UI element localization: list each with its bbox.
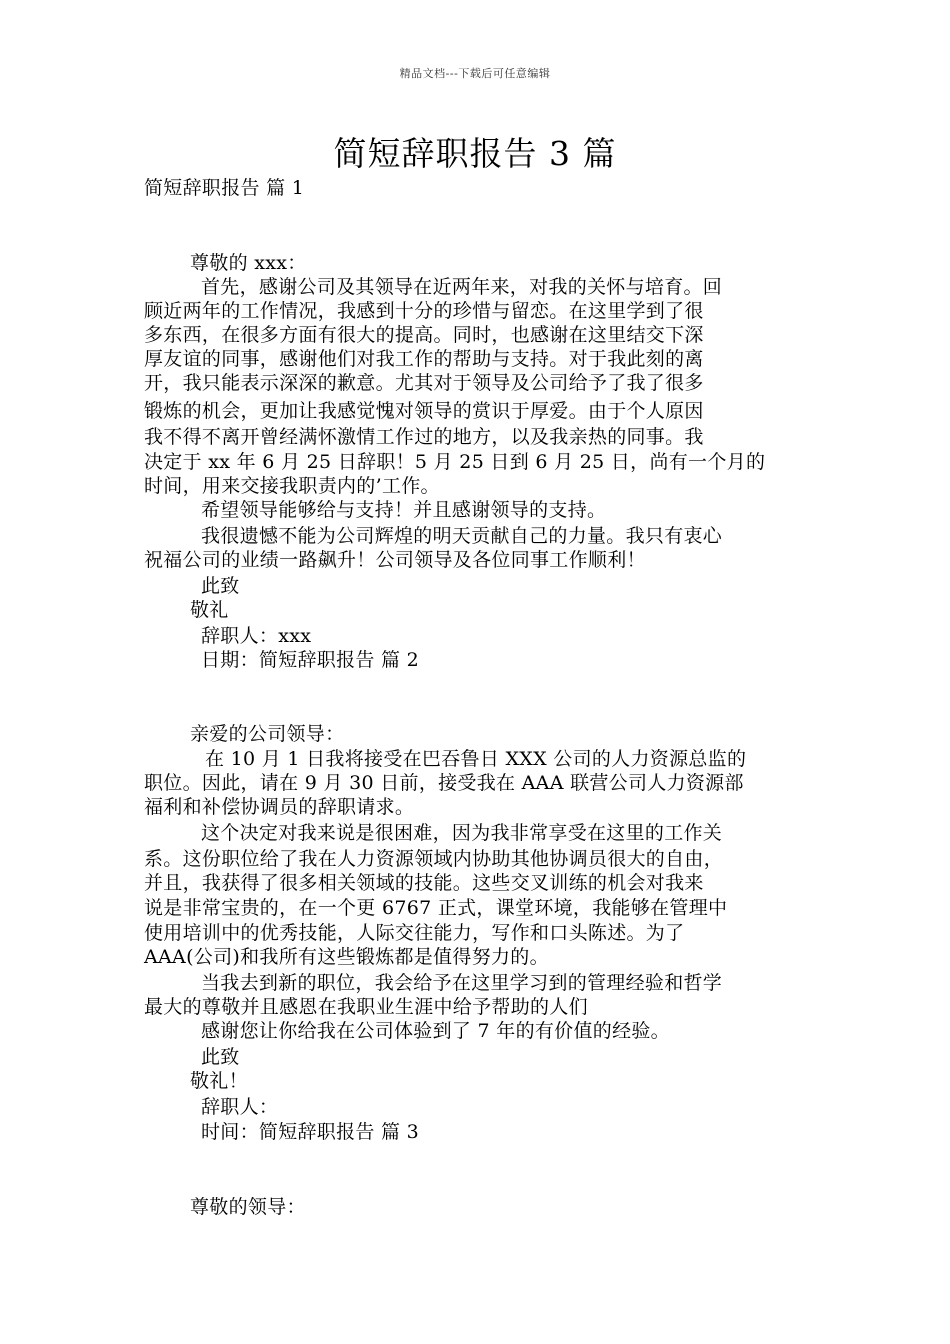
section1-signer: 辞职人：xxx [201, 625, 312, 647]
section2-p1-line: 在 10 月 1 日我将接受在巴吞鲁日 XXX 公司的人力资源总监的 [205, 748, 747, 770]
section1-p1-line: 首先，感谢公司及其领导在近两年来，对我的关怀与培育。回 [201, 276, 723, 298]
section2-p2-line: 说是非常宝贵的，在一个更 6767 正式，课堂环境，我能够在管理中 [144, 897, 728, 919]
document-title: 简短辞职报告 3 篇 [333, 134, 617, 173]
section2-p2-line: 这个决定对我来说是很困难，因为我非常享受在这里的工作关 [201, 822, 723, 844]
section2-p2-line: 系。这份职位给了我在人力资源领域内协助其他协调员很大的自由， [144, 848, 724, 870]
section2-p4: 感谢您让你给我在公司体验到了 7 年的有价值的经验。 [201, 1020, 670, 1042]
page-header: 精品文档---下载后可任意编辑 [399, 67, 551, 80]
section1-heading: 简短辞职报告 篇 1 [144, 177, 305, 199]
section3-salutation: 尊敬的领导： [190, 1196, 306, 1218]
section1-p1-line: 多东西，在很多方面有很大的提高。同时，也感谢在这里结交下深 [144, 324, 704, 346]
section2-p3-line: 当我去到新的职位，我会给予在这里学习到的管理经验和哲学 [201, 972, 723, 994]
section2-p2-line: 使用培训中的优秀技能，人际交往能力，写作和口头陈述。为了 [144, 922, 685, 944]
section2-salutation: 亲爱的公司领导： [190, 723, 345, 745]
section2-time: 时间：简短辞职报告 篇 3 [201, 1121, 420, 1143]
section1-p1-line: 锻炼的机会，更加让我感觉愧对领导的赏识于厚爱。由于个人原因 [144, 400, 704, 422]
section2-closing: 此致 [201, 1046, 240, 1068]
section2-regards: 敬礼！ [190, 1070, 248, 1092]
section1-salutation: 尊敬的 xxx： [190, 252, 307, 274]
section2-p3-line: 最大的尊敬并且感恩在我职业生涯中给予帮助的人们 [144, 996, 588, 1018]
section1-p3-line: 我很遗憾不能为公司辉煌的明天贡献自己的力量。我只有衷心 [201, 525, 723, 547]
section1-p1-line: 厚友谊的同事，感谢他们对我工作的帮助与支持。对于我此刻的离 [144, 348, 704, 370]
section2-p2-line: AAA(公司)和我所有这些锻炼都是值得努力的。 [144, 946, 549, 968]
section1-p1-line: 顾近两年的工作情况，我感到十分的珍惜与留恋。在这里学到了很 [144, 300, 704, 322]
section2-p2-line: 并且，我获得了很多相关领域的技能。这些交叉训练的机会对我来 [144, 872, 704, 894]
section1-p3-line: 祝福公司的业绩一路飙升！公司领导及各位同事工作顺利！ [144, 549, 646, 571]
section1-p1-line: 开，我只能表示深深的歉意。尤其对于领导及公司给予了我了很多 [144, 372, 704, 394]
section1-p1-line: 时间，用来交接我职责内的’工作。 [144, 475, 440, 497]
section2-p1-line: 福利和补偿协调员的辞职请求。 [144, 796, 415, 818]
section1-regards: 敬礼 [190, 599, 229, 621]
section1-p1-line: 决定于 xx 年 6 月 25 日辞职！5 月 25 日到 6 月 25 日，尚有一个月的 [144, 451, 766, 473]
section1-p1-line: 我不得不离开曾经满怀激情工作过的地方，以及我亲热的同事。我 [144, 426, 704, 448]
section1-p2: 希望领导能够给与支持！并且感谢领导的支持。 [201, 499, 607, 521]
section2-signer: 辞职人： [201, 1096, 279, 1118]
section1-date: 日期：简短辞职报告 篇 2 [201, 649, 420, 671]
section1-closing: 此致 [201, 575, 240, 597]
section2-p1-line: 职位。因此，请在 9 月 30 日前，接受我在 AAA 联营公司人力资源部 [144, 772, 744, 794]
